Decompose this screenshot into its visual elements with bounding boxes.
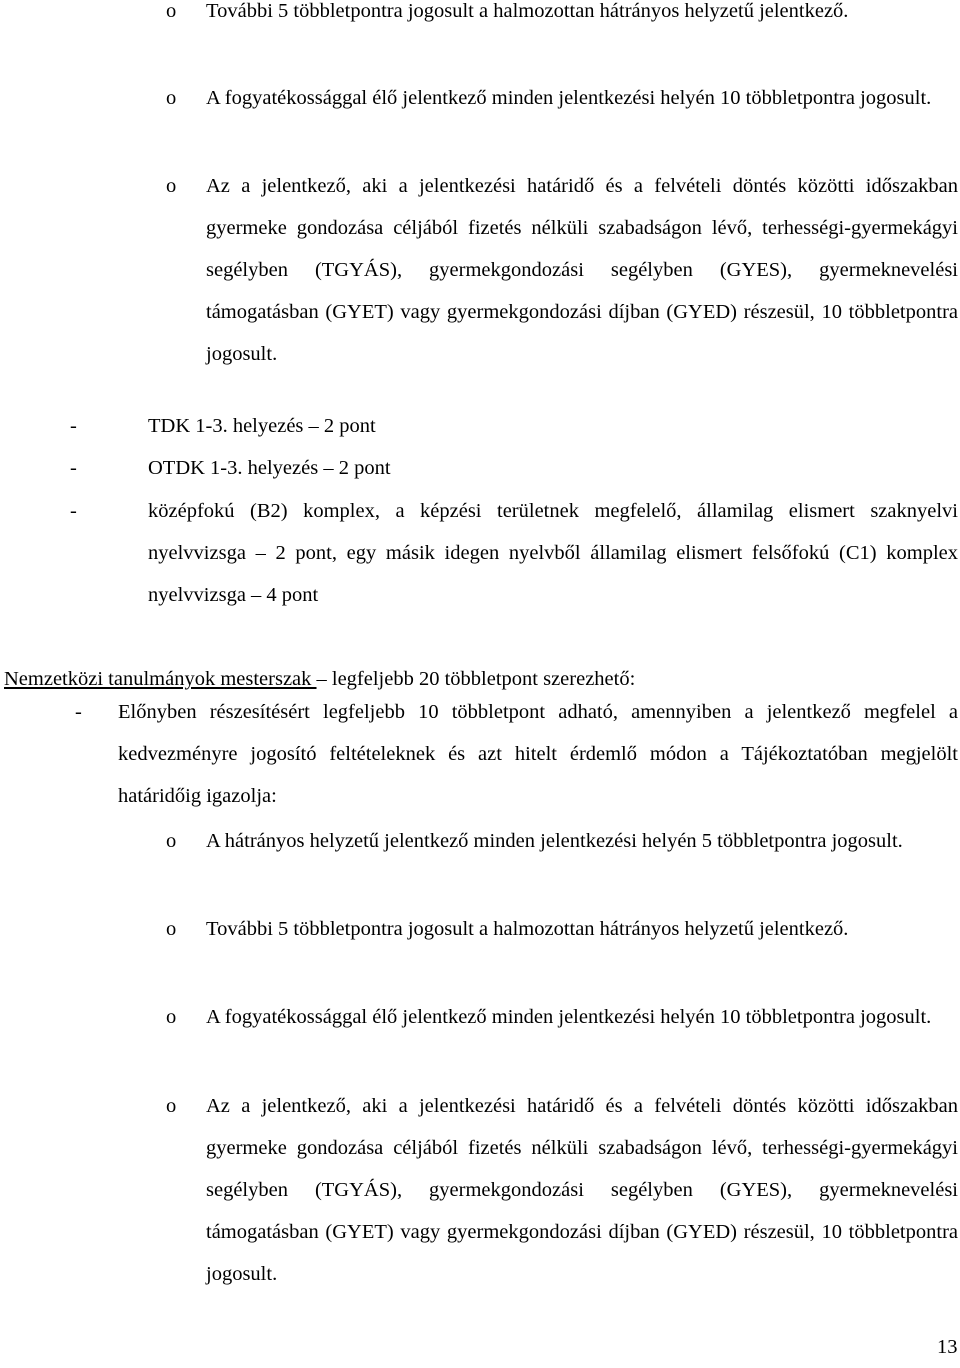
dash-marker: - <box>70 415 77 437</box>
dash-marker: - <box>70 457 77 479</box>
dash-item: TDK 1-3. helyezés – 2 pont <box>148 415 376 437</box>
list-marker: o <box>166 175 177 197</box>
list-marker: o <box>166 1095 177 1117</box>
list-item: Az a jelentkező, aki a jelentkezési határidő és a felvételi döntés közötti időszakban gyermeke gondozása céljából fizetés nélküli szabadságon lévő, terhességi-gyermekágyi segélyben (TGYÁS), gyermekgondozási segélyben (GYES), gyermeknevelési támogatásban (GYET) vagy gyermekgondozási díjban (GYED) részesül, 10 többletpontra jogosult. <box>206 1095 958 1285</box>
dash-marker: - <box>75 701 82 723</box>
list-item: A fogyatékossággal élő jelentkező minden jelentkezési helyén 10 többletpontra jogosult. <box>206 1006 932 1028</box>
dash-item: OTDK 1-3. helyezés – 2 pont <box>148 457 391 479</box>
list-marker: o <box>166 87 177 109</box>
list-item: További 5 többletpontra jogosult a halmozottan hátrányos helyzetű jelentkező. <box>206 918 849 940</box>
list-item: A fogyatékossággal élő jelentkező minden jelentkezési helyén 10 többletpontra jogosult. <box>206 87 932 109</box>
list-item: Az a jelentkező, aki a jelentkezési határidő és a felvételi döntés közötti időszakban gyermeke gondozása céljából fizetés nélküli szabadságon lévő, terhességi-gyermekágyi segélyben (TGYÁS), gyermekgondozási segélyben (GYES), gyermeknevelési támogatásban (GYET) vagy gyermekgondozási díjban (GYED) részesül, 10 többletpontra jogosult. <box>206 175 958 365</box>
dash-item: középfokú (B2) komplex, a képzési területnek megfelelő, államilag elismert szaknyelvi nyelvvizsga – 2 pont, egy másik idegen nyelvből államilag elismert felsőfokú (C1) komplex nyelvvizsga – 4 pont <box>148 500 958 606</box>
list-marker: o <box>166 830 177 852</box>
list-item: További 5 többletpontra jogosult a halmozottan hátrányos helyzetű jelentkező. <box>206 0 849 22</box>
page-number: 13 <box>937 1336 958 1358</box>
list-item: A hátrányos helyzetű jelentkező minden jelentkezési helyén 5 többletpontra jogosult. <box>206 830 903 852</box>
list-marker: o <box>166 0 177 22</box>
dash-marker: - <box>70 500 77 522</box>
section-heading-rest: – legfeljebb 20 többletpont szerezhető: <box>316 668 636 690</box>
preference-paragraph: Előnyben részesítésért legfeljebb 10 többletpont adható, amennyiben a jelentkező megfelel a kedvezményre jogosító feltételeknek és azt hitelt érdemlő módon a Tájékoztatóban megjelölt határidőig igazolja: <box>118 701 958 807</box>
section-heading-underlined: Nemzetközi tanulmányok mesterszak <box>4 668 317 690</box>
list-marker: o <box>166 1006 177 1028</box>
list-marker: o <box>166 918 177 940</box>
